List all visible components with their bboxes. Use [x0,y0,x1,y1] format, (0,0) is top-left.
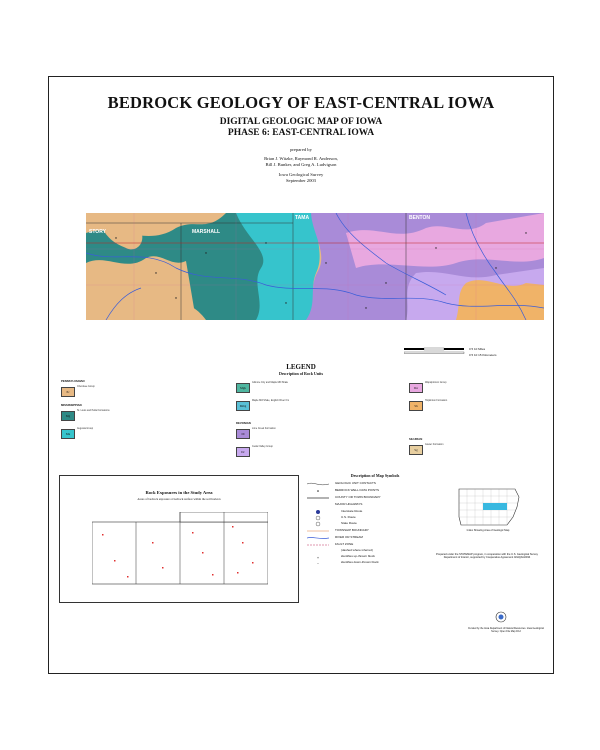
map-symbol-label: COUNTY OR TOWN BOUNDARY [335,495,381,499]
map-symbol-icon [307,495,329,501]
map-symbol-icon [307,560,329,566]
map-symbol-label: identifies up-thrown block [341,554,375,558]
legend-unit [409,381,554,401]
symbols-title: Description of Map Symbols [350,473,400,478]
legend-swatch: Mgk [236,383,250,393]
locator-caption: Index Showing Area of Geologic Map [466,529,510,532]
legend-unit [236,427,386,447]
legend-unit [61,409,211,429]
unit-area-orange [456,280,544,320]
scale-label-miles: 0 5 10 Miles [469,347,486,351]
map-symbol-label: FAULT ZONE [335,542,354,546]
map-sheet [48,76,554,674]
map-symbol-label: U.S. Route [341,515,356,519]
study-area-highlight [483,503,507,510]
legend-unit-name: Gower Formation [425,443,444,446]
group-pennsylvanian: PENNSYLVANIAN [61,379,85,383]
geologic-map[interactable] [86,213,544,320]
prepared-under: Prepared under the STATEMAP program, in cooperation with the U.S. Geological Survey Department of Interior, supported by Cooperative Agreement 02HQAG0034 [436,553,538,560]
map-symbol-label: identifies down-thrown block [341,560,379,564]
svg-text:+: + [316,555,320,560]
legend-swatch: Mk [61,429,75,439]
legend-unit-name: Wapsipinicon Group [425,381,447,384]
legend-unit-name: Lime Creek Formation [252,427,276,430]
map-symbol-label: BEDROCK WELL DATA POINTS [335,488,379,492]
county-label-benton: BENTON [409,215,431,221]
inset-subtitle: Areas of bedrock exposure or bedrock surface within the soil horizon [137,497,221,501]
rock-exposure-inset [59,475,299,603]
county-label-tama: TAMA [295,215,310,221]
map-title: BEDROCK GEOLOGY OF EAST-CENTRAL IOWA [107,93,495,112]
legend-unit-name: Hopkinton Formation [425,399,448,402]
map-symbol-label: MAJOR HIGHWAYS [335,502,363,506]
legend-swatch: Mmg [236,401,250,411]
prepared-by: prepared by [290,147,312,152]
legend-unit [236,399,386,419]
map-symbol-label: (dashed where inferred) [341,548,373,552]
legend-unit [61,385,211,405]
legend-unit-name: Gilmore City and Maple Mill Shale [252,381,289,384]
map-symbol-icon [307,521,329,527]
scale-label-km: 0 5 10 15 Kilometers [469,353,497,357]
county-label-story: STORY [89,229,106,235]
legend-unit [236,381,386,401]
map-symbol-label: State Route [341,521,357,525]
legend-unit [409,443,554,463]
legend-swatch: Mg [61,411,75,421]
agency: Iowa Geological Survey [278,172,324,177]
group-devonian: DEVONIAN [236,421,251,425]
map-symbol-label: GEOLOGIC UNIT CONTACTS [335,481,376,485]
group-silurian: SILURIAN [409,437,423,441]
authors-line-1: Brian J. Witzke, Raymond R. Anderson, [264,156,338,161]
svg-text:−: − [316,561,320,566]
legend-swatch: Sg [409,445,423,455]
inset-title: Rock Exposures in the Study Area [145,490,213,495]
map-symbol-label: Interstate Route [341,509,363,513]
map-symbol-icon [307,535,329,541]
county-label-marshall: MARSHALL [192,229,221,235]
legend-title: LEGEND [286,363,316,371]
iowa-locator-map [457,487,521,527]
legend-swatch: Dw [409,383,423,393]
authors-line-2: Bill J. Bunker, and Greg A. Ludvigson [265,162,337,167]
funding-credit: Funded by the Iowa Department of Natural Resources. Iowa Geological Survey. Open File Map 03-2 [468,627,544,633]
subtitle-phase: PHASE 6: EAST-CENTRAL IOWA [227,128,375,138]
inset-map [92,512,268,588]
legend-unit-name: Cherokee Group [77,385,95,388]
map-symbol-icon [307,528,329,534]
map-symbol-icon [307,502,329,508]
legend-unit-name: St. Louis and Pella Formations [77,409,110,412]
legend-unit-name: Cedar Valley Group [252,445,273,448]
legend-unit-name: Augusta Group [77,427,94,430]
legend-unit [409,399,554,419]
legend-swatch: Pc [61,387,75,397]
map-symbol-icon [307,488,329,494]
map-symbol-icon [307,481,329,487]
group-mississippian: MISSISSIPPIAN [61,403,82,407]
legend-subtitle: Description of Rock Units [278,371,324,376]
legend-swatch: Dl [236,429,250,439]
legend-swatch: Sh [409,401,423,411]
map-symbol [307,560,487,568]
legend-unit [236,445,386,465]
seal-icon [495,611,507,623]
legend-unit [61,427,211,447]
subtitle-digital-map: DIGITAL GEOLOGIC MAP OF IOWA [219,117,383,127]
map-symbol-label: TOWNSHIP BOUNDARY [335,528,369,532]
map-symbol-label: RIVER OR STREAM [335,535,363,539]
legend-swatch: Dc [236,447,250,457]
legend-unit-name: Maple Mill Shale, English River Fm [252,399,290,402]
date: September 2003 [286,178,316,183]
